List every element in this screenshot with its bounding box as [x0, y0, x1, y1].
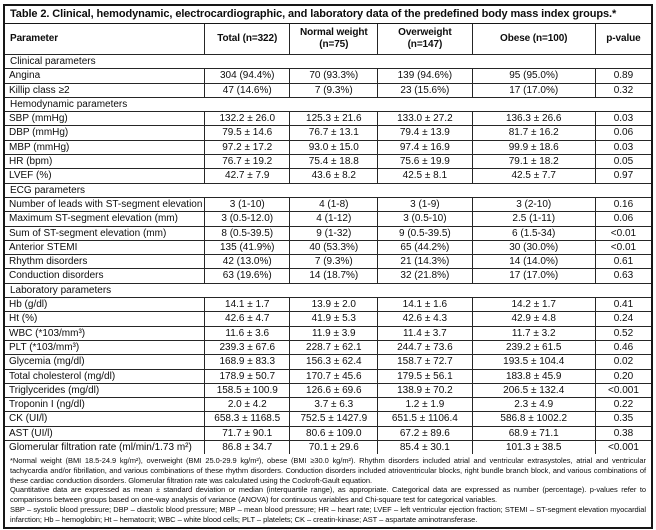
parameter-cell: SBP (mmHg) [5, 112, 205, 126]
footnote-statistics: Quantitative data are expressed as mean ± standard deviation or median (interquartile range), as appropriate. Categorical data are expressed as number (percentage). p-values refer to comparisons between groups based on one-way analysis of variance (ANOVA) for continuous variables and Chi-square test for categorical variables. [10, 485, 646, 505]
value-cell: 158.5 ± 100.9 [205, 383, 290, 397]
p-value-cell: <0.01 [595, 240, 651, 254]
value-cell: 6 (1.5-34) [472, 226, 595, 240]
value-cell: 86.8 ± 34.7 [205, 441, 290, 455]
value-cell: 8 (0.5-39.5) [205, 226, 290, 240]
table-row [5, 426, 651, 440]
parameter-cell: Angina [5, 69, 205, 83]
value-cell: 42.5 ± 7.7 [472, 169, 595, 183]
header-row [5, 24, 651, 55]
p-value-cell: <0.001 [595, 383, 651, 397]
value-cell: 14 (18.7%) [290, 269, 378, 283]
value-cell: 228.7 ± 62.1 [290, 340, 378, 354]
value-cell: 206.5 ± 132.4 [472, 383, 595, 397]
table-row [5, 355, 651, 369]
table-row [5, 169, 651, 183]
section-row [5, 183, 651, 197]
table-row [5, 398, 651, 412]
parameter-cell: Hb (g/dl) [5, 298, 205, 312]
parameter-cell: Triglycerides (mg/dl) [5, 383, 205, 397]
p-value-cell: 0.89 [595, 69, 651, 83]
table-footnotes [5, 454, 651, 527]
p-value-cell: 0.35 [595, 412, 651, 426]
value-cell: 244.7 ± 73.6 [378, 340, 472, 354]
value-cell: 752.5 ± 1427.9 [290, 412, 378, 426]
value-cell: 170.7 ± 45.6 [290, 369, 378, 383]
value-cell: 239.3 ± 67.6 [205, 340, 290, 354]
value-cell: 126.6 ± 69.6 [290, 383, 378, 397]
value-cell: 3 (1-9) [378, 197, 472, 211]
value-cell: 304 (94.4%) [205, 69, 290, 83]
value-cell: 79.5 ± 14.6 [205, 126, 290, 140]
value-cell: 21 (14.3%) [378, 255, 472, 269]
value-cell: 23 (15.6%) [378, 83, 472, 97]
table-body [5, 55, 651, 455]
p-value-cell: 0.16 [595, 197, 651, 211]
parameter-cell: Conduction disorders [5, 269, 205, 283]
table-row [5, 226, 651, 240]
table-row [5, 140, 651, 154]
table-row [5, 197, 651, 211]
value-cell: 14 (14.0%) [472, 255, 595, 269]
p-value-cell: 0.41 [595, 298, 651, 312]
value-cell: 158.7 ± 72.7 [378, 355, 472, 369]
value-cell: 4 (1-8) [290, 197, 378, 211]
value-cell: 63 (19.6%) [205, 269, 290, 283]
col-header-total: Total (n=322) [205, 24, 290, 55]
p-value-cell: 0.05 [595, 155, 651, 169]
value-cell: 97.2 ± 17.2 [205, 140, 290, 154]
value-cell: 97.4 ± 16.9 [378, 140, 472, 154]
table-row [5, 383, 651, 397]
value-cell: 76.7 ± 19.2 [205, 155, 290, 169]
value-cell: 3 (1-10) [205, 197, 290, 211]
value-cell: 99.9 ± 18.6 [472, 140, 595, 154]
value-cell: 42.7 ± 7.9 [205, 169, 290, 183]
parameter-cell: Troponin I (ng/dl) [5, 398, 205, 412]
p-value-cell: 0.03 [595, 112, 651, 126]
p-value-cell: 0.97 [595, 169, 651, 183]
section-label: Hemodynamic parameters [5, 97, 651, 111]
value-cell: 42.5 ± 8.1 [378, 169, 472, 183]
parameter-cell: Sum of ST-segment elevation (mm) [5, 226, 205, 240]
parameter-cell: Ht (%) [5, 312, 205, 326]
p-value-cell: 0.61 [595, 255, 651, 269]
value-cell: 125.3 ± 21.6 [290, 112, 378, 126]
value-cell: 75.6 ± 19.9 [378, 155, 472, 169]
value-cell: 135 (41.9%) [205, 240, 290, 254]
value-cell: 42.9 ± 4.8 [472, 312, 595, 326]
value-cell: 136.3 ± 26.6 [472, 112, 595, 126]
parameter-cell: Glomerular filtration rate (ml/min/1.73 m²) [5, 441, 205, 455]
table-row [5, 340, 651, 354]
value-cell: 7 (9.3%) [290, 83, 378, 97]
value-cell: 178.9 ± 50.7 [205, 369, 290, 383]
value-cell: 132.2 ± 26.0 [205, 112, 290, 126]
value-cell: 41.9 ± 5.3 [290, 312, 378, 326]
parameter-cell: MBP (mmHg) [5, 140, 205, 154]
value-cell: 11.6 ± 3.6 [205, 326, 290, 340]
p-value-cell: 0.32 [595, 83, 651, 97]
parameter-cell: Rhythm disorders [5, 255, 205, 269]
section-label: Laboratory parameters [5, 283, 651, 297]
value-cell: 32 (21.8%) [378, 269, 472, 283]
value-cell: 3 (2-10) [472, 197, 595, 211]
p-value-cell: 0.02 [595, 355, 651, 369]
table-row [5, 298, 651, 312]
p-value-cell: 0.06 [595, 212, 651, 226]
value-cell: 79.1 ± 18.2 [472, 155, 595, 169]
parameter-cell: Anterior STEMI [5, 240, 205, 254]
value-cell: 30 (30.0%) [472, 240, 595, 254]
bmi-groups-table [3, 4, 653, 529]
value-cell: 65 (44.2%) [378, 240, 472, 254]
value-cell: 14.1 ± 1.6 [378, 298, 472, 312]
value-cell: 47 (14.6%) [205, 83, 290, 97]
parameter-cell: Maximum ST-segment elevation (mm) [5, 212, 205, 226]
data-table [5, 24, 651, 454]
col-header-normal-weight: Normal weight (n=75) [290, 24, 378, 55]
table-row [5, 212, 651, 226]
col-header-parameter: Parameter [5, 24, 205, 55]
col-header-p-value: p-value [595, 24, 651, 55]
table-row [5, 69, 651, 83]
value-cell: 9 (1-32) [290, 226, 378, 240]
table-row [5, 155, 651, 169]
p-value-cell: 0.24 [595, 312, 651, 326]
value-cell: 156.3 ± 62.4 [290, 355, 378, 369]
value-cell: 95 (95.0%) [472, 69, 595, 83]
value-cell: 14.1 ± 1.7 [205, 298, 290, 312]
p-value-cell: 0.46 [595, 340, 651, 354]
value-cell: 1.2 ± 1.9 [378, 398, 472, 412]
p-value-cell: 0.52 [595, 326, 651, 340]
table-row [5, 112, 651, 126]
value-cell: 13.9 ± 2.0 [290, 298, 378, 312]
col-header-obese: Obese (n=100) [472, 24, 595, 55]
value-cell: 651.5 ± 1106.4 [378, 412, 472, 426]
value-cell: 93.0 ± 15.0 [290, 140, 378, 154]
parameter-cell: WBC (*103/mm³) [5, 326, 205, 340]
parameter-cell: Total cholesterol (mg/dl) [5, 369, 205, 383]
table-row [5, 255, 651, 269]
value-cell: 2.5 (1-11) [472, 212, 595, 226]
value-cell: 3.7 ± 6.3 [290, 398, 378, 412]
value-cell: 179.5 ± 56.1 [378, 369, 472, 383]
value-cell: 42.6 ± 4.7 [205, 312, 290, 326]
value-cell: 239.2 ± 61.5 [472, 340, 595, 354]
value-cell: 79.4 ± 13.9 [378, 126, 472, 140]
footnote-abbreviations: SBP – systolic blood pressure; DBP – diastolic blood pressure; MBP – mean blood pressure; HR – heart rate; LVEF – left ventricular ejection fraction; STEMI – ST-segment elevation myocardial infarction; Hb – hemoglobin; Ht – hematocrit; WBC – white blood cells; PLT – platelets; CK – creatin-kinase; AST – aspartate aminotransferase. [10, 504, 646, 524]
value-cell: 17 (17.0%) [472, 269, 595, 283]
value-cell: 71.7 ± 90.1 [205, 426, 290, 440]
col-header-overweight: Overweight (n=147) [378, 24, 472, 55]
table-row [5, 441, 651, 455]
value-cell: 3 (0.5-12.0) [205, 212, 290, 226]
value-cell: 85.4 ± 30.1 [378, 441, 472, 455]
section-label: Clinical parameters [5, 55, 651, 69]
table-row [5, 83, 651, 97]
p-value-cell: <0.001 [595, 441, 651, 455]
value-cell: 14.2 ± 1.7 [472, 298, 595, 312]
value-cell: 42.6 ± 4.3 [378, 312, 472, 326]
value-cell: 4 (1-12) [290, 212, 378, 226]
value-cell: 17 (17.0%) [472, 83, 595, 97]
value-cell: 3 (0.5-10) [378, 212, 472, 226]
table-row [5, 326, 651, 340]
p-value-cell: 0.38 [595, 426, 651, 440]
p-value-cell: <0.01 [595, 226, 651, 240]
table-title: Table 2. Clinical, hemodynamic, electrocardiographic, and laboratory data of the predefined body mass index groups.* [5, 6, 651, 24]
value-cell: 70 (93.3%) [290, 69, 378, 83]
value-cell: 70.1 ± 29.6 [290, 441, 378, 455]
parameter-cell: LVEF (%) [5, 169, 205, 183]
value-cell: 183.8 ± 45.9 [472, 369, 595, 383]
table-row [5, 240, 651, 254]
value-cell: 9 (0.5-39.5) [378, 226, 472, 240]
value-cell: 2.3 ± 4.9 [472, 398, 595, 412]
value-cell: 75.4 ± 18.8 [290, 155, 378, 169]
parameter-cell: AST (UI/l) [5, 426, 205, 440]
value-cell: 42 (13.0%) [205, 255, 290, 269]
p-value-cell: 0.63 [595, 269, 651, 283]
value-cell: 43.6 ± 8.2 [290, 169, 378, 183]
parameter-cell: PLT (*103/mm³) [5, 340, 205, 354]
table-row [5, 126, 651, 140]
value-cell: 76.7 ± 13.1 [290, 126, 378, 140]
parameter-cell: CK (UI/l) [5, 412, 205, 426]
value-cell: 133.0 ± 27.2 [378, 112, 472, 126]
table-row [5, 312, 651, 326]
value-cell: 2.0 ± 4.2 [205, 398, 290, 412]
table-row [5, 269, 651, 283]
value-cell: 138.9 ± 70.2 [378, 383, 472, 397]
value-cell: 11.7 ± 3.2 [472, 326, 595, 340]
p-value-cell: 0.20 [595, 369, 651, 383]
parameter-cell: Number of leads with ST-segment elevation [5, 197, 205, 211]
section-row [5, 55, 651, 69]
section-label: ECG parameters [5, 183, 651, 197]
p-value-cell: 0.03 [595, 140, 651, 154]
value-cell: 7 (9.3%) [290, 255, 378, 269]
p-value-cell: 0.22 [595, 398, 651, 412]
footnote-group-definitions: *Normal weight (BMI 18.5-24.9 kg/m²), overweight (BMI 25.0-29.9 kg/m²), obese (BMI ≥30.0 kg/m²). Rhythm disorders included atrial and ventricular extrasystoles, atrial and ventricular tachycardia and/or fibrillation, and various combinations of these rhythm disorders. Conduction disorders included atrioventricular blocks, right bundle branch block, and various combinations of these cardiac conduction disorders. Glomerular filtration rate was calculated using the Cockroft-Gault equation. [10, 456, 646, 485]
table-row [5, 412, 651, 426]
value-cell: 193.5 ± 104.4 [472, 355, 595, 369]
value-cell: 139 (94.6%) [378, 69, 472, 83]
parameter-cell: Killip class ≥2 [5, 83, 205, 97]
value-cell: 67.2 ± 89.6 [378, 426, 472, 440]
value-cell: 40 (53.3%) [290, 240, 378, 254]
value-cell: 11.9 ± 3.9 [290, 326, 378, 340]
section-row [5, 283, 651, 297]
value-cell: 68.9 ± 71.1 [472, 426, 595, 440]
parameter-cell: Glycemia (mg/dl) [5, 355, 205, 369]
value-cell: 81.7 ± 16.2 [472, 126, 595, 140]
section-row [5, 97, 651, 111]
value-cell: 168.9 ± 83.3 [205, 355, 290, 369]
value-cell: 80.6 ± 109.0 [290, 426, 378, 440]
parameter-cell: DBP (mmHg) [5, 126, 205, 140]
value-cell: 101.3 ± 38.5 [472, 441, 595, 455]
parameter-cell: HR (bpm) [5, 155, 205, 169]
value-cell: 11.4 ± 3.7 [378, 326, 472, 340]
p-value-cell: 0.06 [595, 126, 651, 140]
value-cell: 658.3 ± 1168.5 [205, 412, 290, 426]
table-row [5, 369, 651, 383]
value-cell: 586.8 ± 1002.2 [472, 412, 595, 426]
